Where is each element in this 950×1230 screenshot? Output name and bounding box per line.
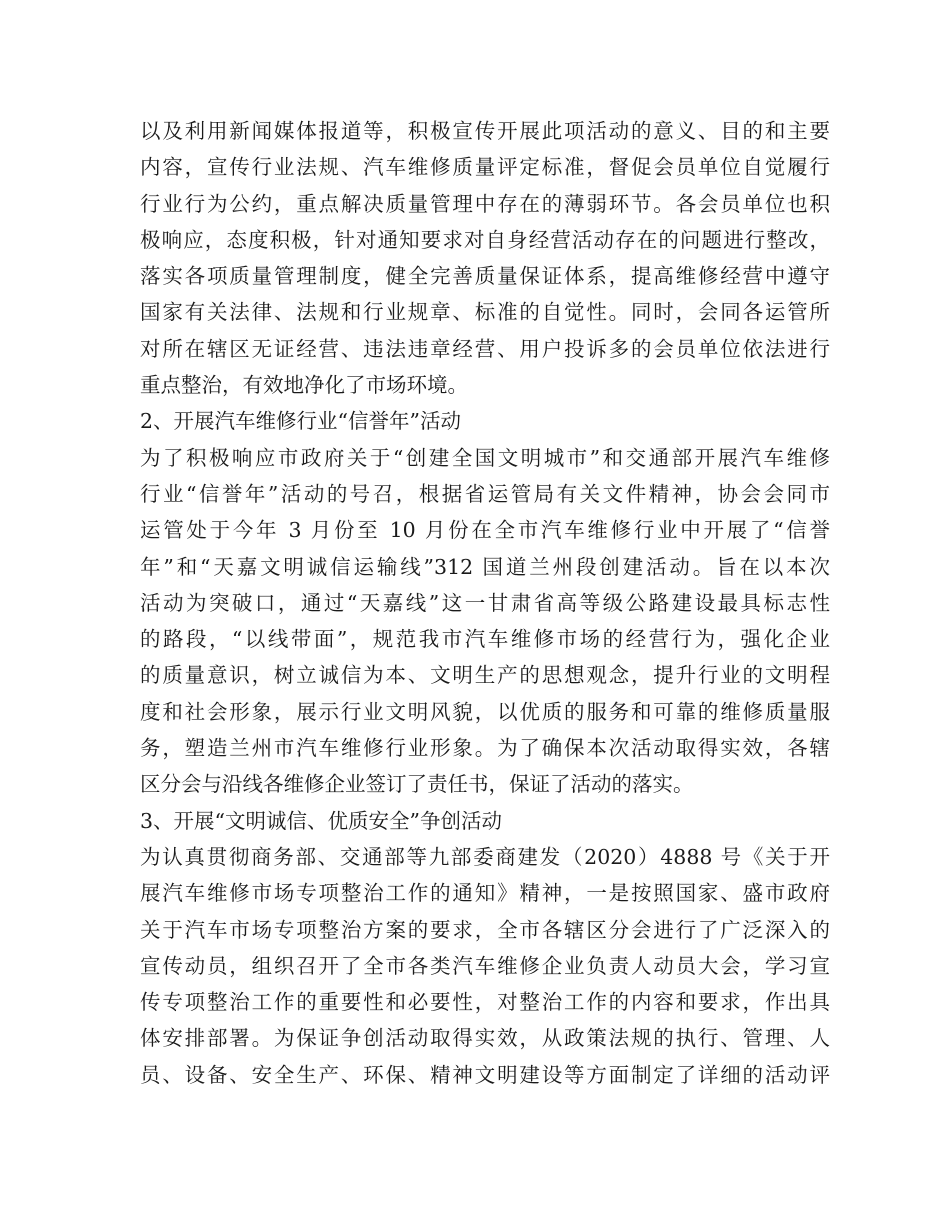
text-line: 度和社会形象，展示行业文明风貌，以优质的服务和可靠的维修质量服 (140, 699, 830, 724)
text-line: 员、设备、安全生产、环保、精神文明建设等方面制定了详细的活动评 (140, 1062, 830, 1087)
text-line: 为了积极响应市政府关于“创建全国文明城市”和交通部开展汽车维修 (140, 445, 830, 470)
text-line: 行业“信誉年”活动的号召，根据省运管局有关文件精神，协会会同市 (140, 481, 830, 506)
text-line: 务，塑造兰州市汽车维修行业形象。为了确保本次活动取得实效，各辖 (140, 736, 830, 761)
text-line: 为认真贯彻商务部、交通部等九部委商建发（2020）4888 号《关于开 (140, 844, 830, 869)
section-heading: 2、开展汽车维修行业“信誉年”活动 (140, 409, 462, 434)
text-line: 以及利用新闻媒体报道等，积极宣传开展此项活动的意义、目的和主要 (140, 119, 830, 143)
text-line: 体安排部署。为保证争创活动取得实效，从政策法规的执行、管理、人 (140, 1026, 830, 1051)
text-line: 对所在辖区无证经营、违法违章经营、用户投诉多的会员单位依法进行 (140, 336, 830, 361)
text-line: 运管处于今年 3 月份至 10 月份在全市汽车维修行业中开展了“信誉 (140, 518, 830, 543)
body-text (140, 113, 830, 1093)
text-line: 重点整治，有效地净化了市场环境。 (140, 373, 468, 398)
text-line: 的质量意识，树立诚信为本、文明生产的思想观念，提升行业的文明程 (140, 663, 830, 688)
text-line: 活动为突破口，通过“天嘉线”这一甘肃省高等级公路建设最具标志性 (140, 590, 830, 615)
text-line: 行业行为公约，重点解决质量管理中存在的薄弱环节。各会员单位也积 (140, 191, 830, 216)
text-line: 关于汽车市场专项整治方案的要求，全市各辖区分会进行了广泛深入的 (140, 917, 830, 942)
text-line: 年”和“天嘉文明诚信运输线”312 国道兰州段创建活动。旨在以本次 (140, 554, 830, 579)
text-line: 宣传动员，组织召开了全市各类汽车维修企业负责人动员大会，学习宣 (140, 953, 830, 978)
text-line: 极响应，态度积极，针对通知要求对自身经营活动存在的问题进行整改， (140, 227, 830, 252)
text-line: 国家有关法律、法规和行业规章、标准的自觉性。同时，会同各运管所 (140, 300, 830, 325)
text-line: 展汽车维修市场专项整治工作的通知》精神，一是按照国家、盛市政府 (140, 881, 830, 906)
text-line: 落实各项质量管理制度，健全完善质量保证体系，提高维修经营中遵守 (140, 264, 830, 289)
text-line: 区分会与沿线各维修企业签订了责任书，保证了活动的落实。 (140, 772, 694, 797)
text-line: 的路段，“以线带面”，规范我市汽车维修市场的经营行为，强化企业 (140, 627, 830, 652)
text-line: 内容，宣传行业法规、汽车维修质量评定标准，督促会员单位自觉履行 (140, 155, 830, 180)
text-line: 传专项整治工作的重要性和必要性，对整治工作的内容和要求，作出具 (140, 990, 830, 1015)
section-heading: 3、开展“文明诚信、优质安全”争创活动 (140, 808, 503, 833)
